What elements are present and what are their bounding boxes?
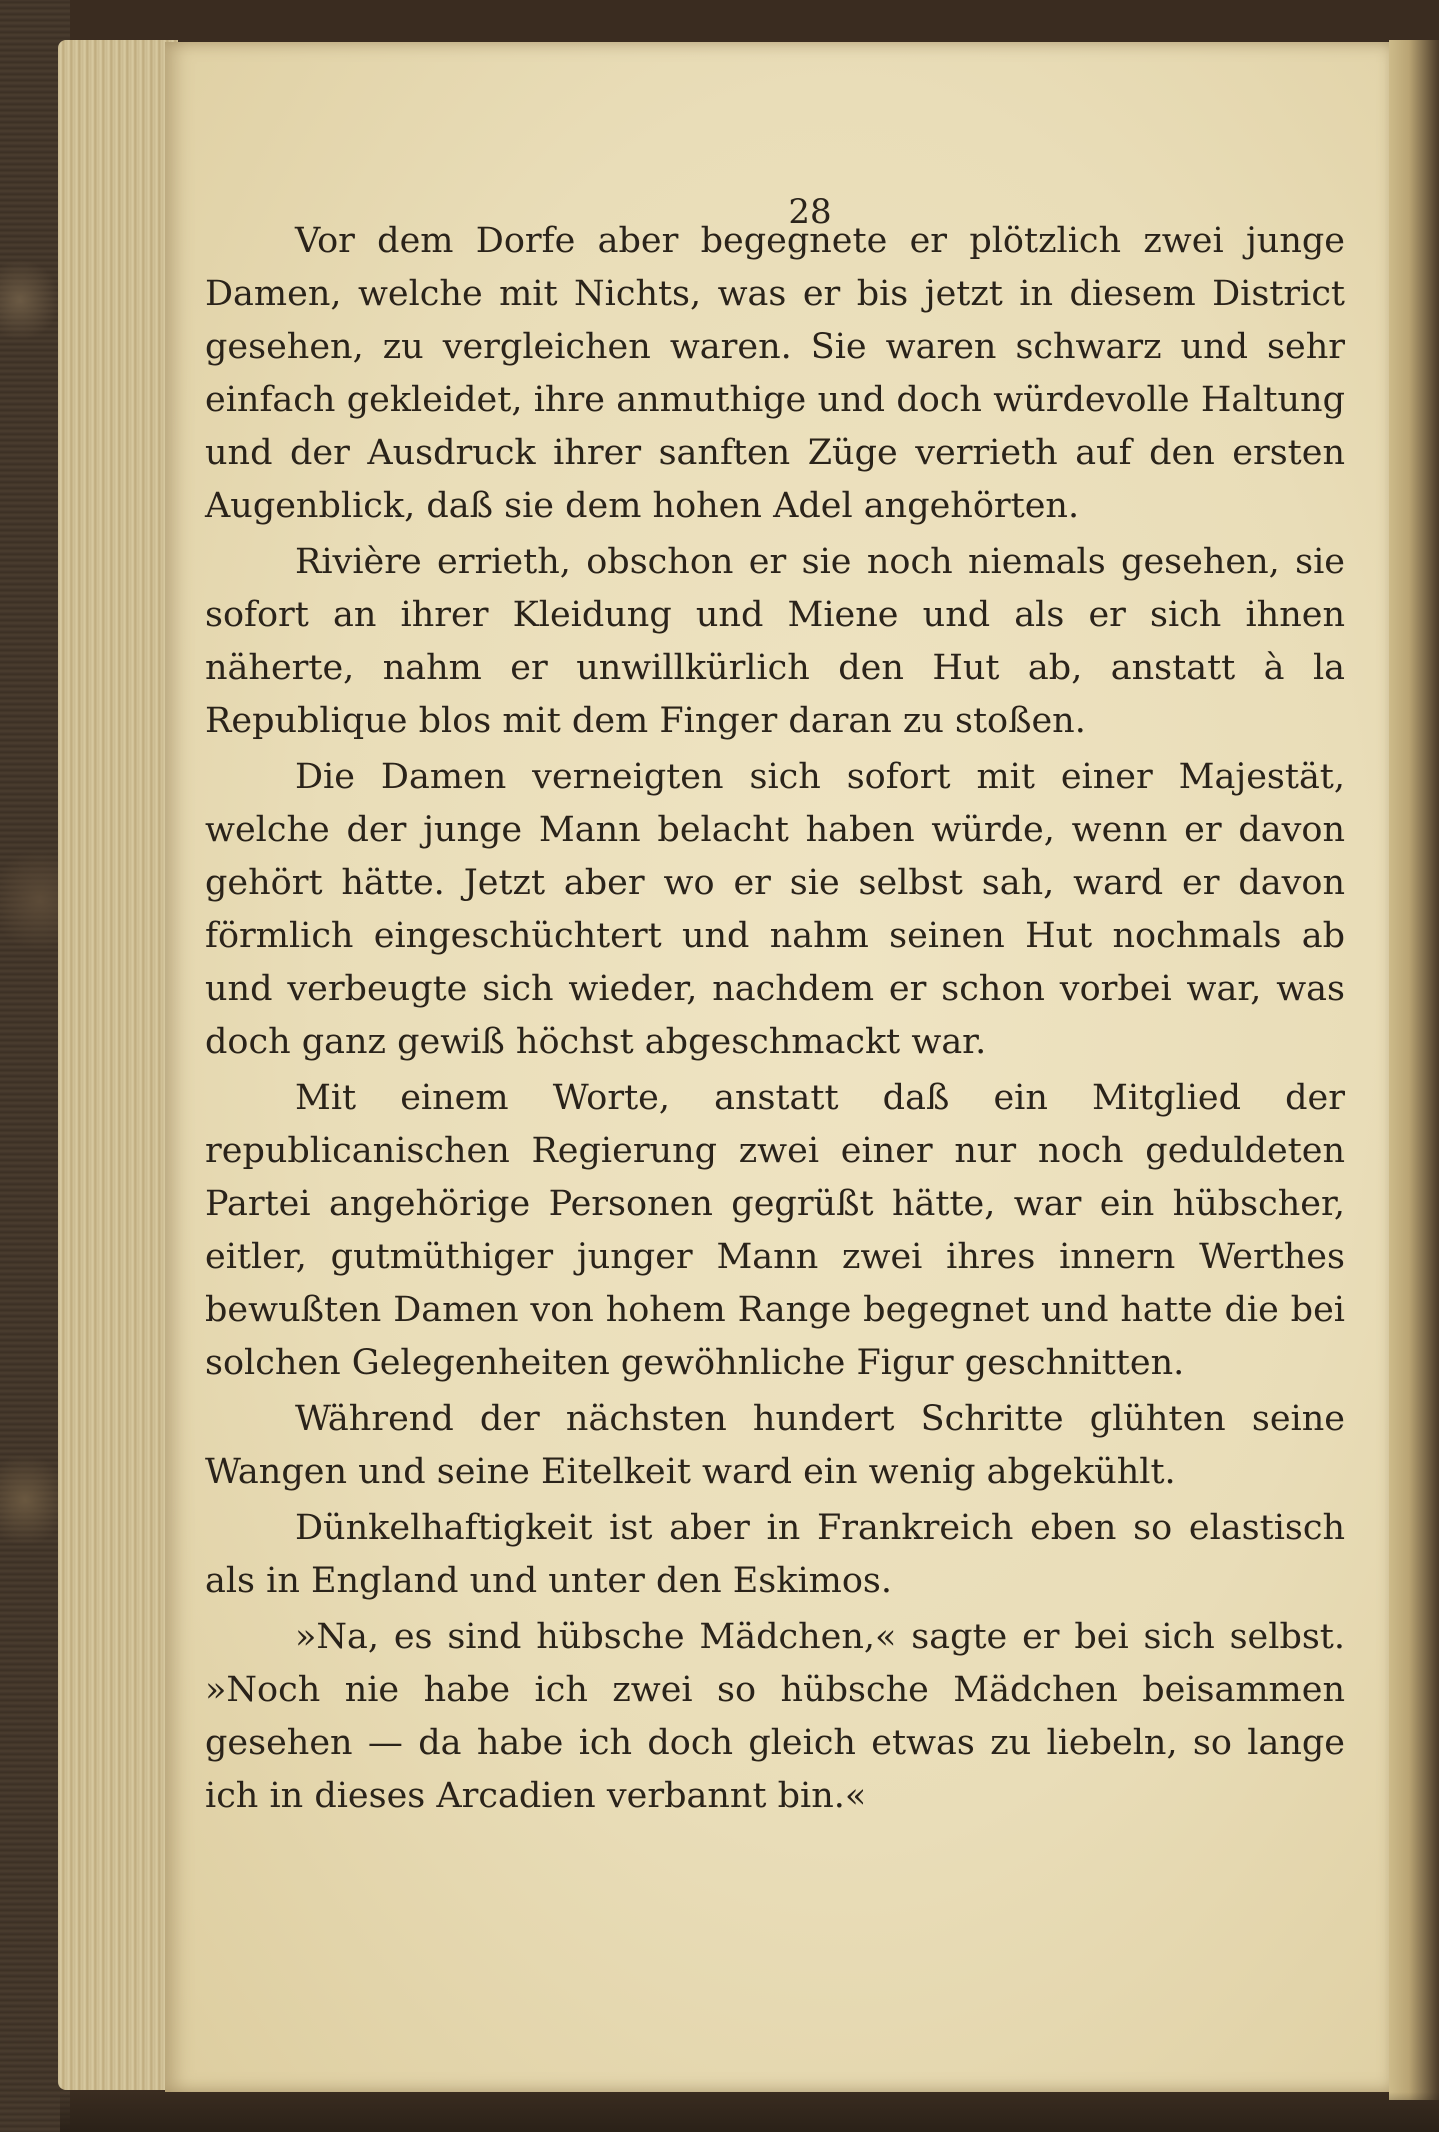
bottom-shadow [60,2092,1439,2132]
paragraph: Die Damen verneigten sich sofort mit einer Majestät, welche der junge Mann belacht haben würde, wenn er davon gehört hätte. Jetzt aber wo er sie selbst sah, ward er davon förmlich eingeschüchtert und nahm seinen Hut nochmals ab und verbeugte sich wieder, nachdem er schon vorbei war, was doch ganz gewiß höchst abgeschmackt war. [205,757,1345,1062]
facing-page-edge [1389,40,1439,2100]
paragraph: »Na, es sind hübsche Mädchen,« sagte er bei sich selbst. »Noch nie habe ich zwei so hübsche Mädchen beisammen gesehen — da habe ich doch gleich etwas zu liebeln, so lange ich in dieses Arcadien verbannt bin.« [205,1617,1345,1816]
page-stack-edge [58,40,178,2090]
paragraph: Mit einem Worte, anstatt daß ein Mitglied der republicanischen Regierung zwei einer nur noch geduldeten Partei angehörige Personen gegrüßt hätte, war ein hübscher, eitler, gutmüthiger junger Mann zwei ihres innern Werthes bewußten Damen von hohem Range begegnet und hatte die bei solchen Gelegenheiten gewöhnliche Figur geschnitten. [205,1078,1345,1383]
paragraph: Während der nächsten hundert Schritte glühten seine Wangen und seine Eitelkeit ward ein wenig abgekühlt. [205,1399,1345,1492]
body-text [205,215,1345,1826]
paragraph: Vor dem Dorfe aber begegnete er plötzlich zwei junge Damen, welche mit Nichts, was er bis jetzt in diesem District gesehen, zu vergleichen waren. Sie waren schwarz und sehr einfach gekleidet, ihre anmuthige und doch würdevolle Haltung und der Ausdruck ihrer sanften Züge verrieth auf den ersten Augenblick, daß sie dem hohen Adel angehörten. [205,221,1345,526]
paragraph: Dünkelhaftigkeit ist aber in Frankreich eben so elastisch als in England und unter den Eskimos. [205,1508,1345,1601]
page-number: 28 [788,192,832,232]
paragraph: Rivière errieth, obschon er sie noch niemals gesehen, sie sofort an ihrer Kleidung und Miene und als er sich ihnen näherte, nahm er unwillkürlich den Hut ab, anstatt à la Republique blos mit dem Finger daran zu stoßen. [205,542,1345,741]
